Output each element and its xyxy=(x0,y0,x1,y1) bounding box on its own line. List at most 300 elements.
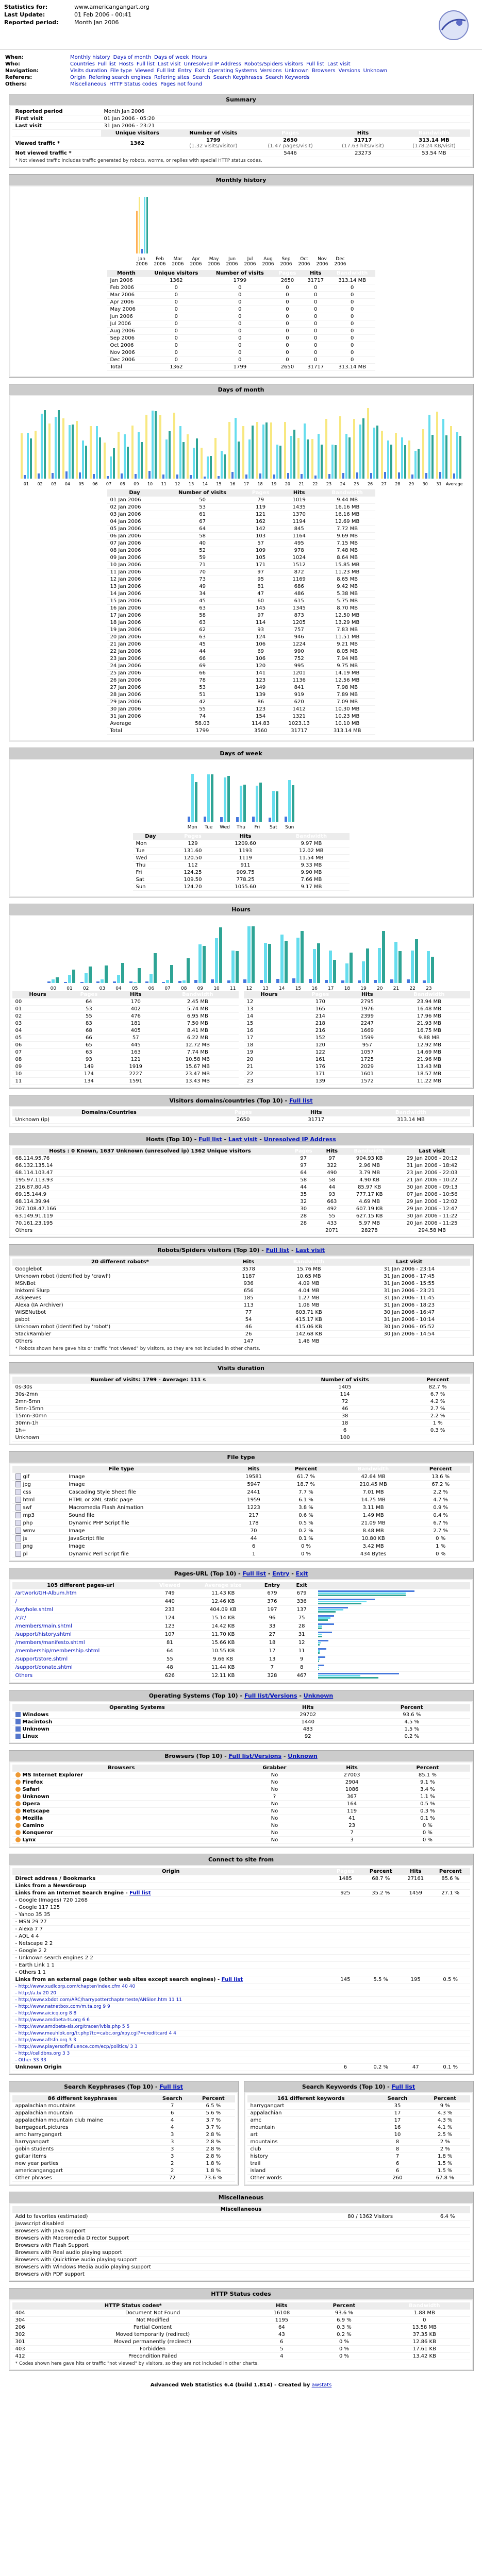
day-bar xyxy=(387,440,389,479)
table-cell: 217 xyxy=(230,1512,276,1519)
table-cell: 2 xyxy=(153,2167,192,2175)
table-cell: 7.48 MB xyxy=(320,547,375,554)
table-cell: 70.161.23.195 xyxy=(12,1220,288,1227)
weekday-bar xyxy=(285,817,287,822)
file-ext: jpg xyxy=(12,1481,66,1488)
external-url[interactable]: - Other 33 33 xyxy=(12,2057,329,2064)
hour-bar xyxy=(231,951,235,983)
table-cell: 32 xyxy=(288,1198,319,1206)
table-cell: 495 xyxy=(279,540,320,547)
page-bars xyxy=(315,1598,470,1606)
nav-link[interactable]: Days of month xyxy=(113,55,152,60)
day-bar xyxy=(353,419,355,479)
table-cell xyxy=(361,2010,401,2017)
day-row xyxy=(107,518,375,526)
external-url[interactable]: - http://www.natnetbox.com/m.ta.org 9 9 xyxy=(12,2004,329,2010)
table-cell: 34 xyxy=(162,590,242,598)
hour-row xyxy=(244,1042,470,1049)
page-bars xyxy=(315,1672,470,1680)
day-bar-group xyxy=(422,401,434,479)
day-bar xyxy=(110,456,112,479)
table-cell: 64 xyxy=(63,998,114,1006)
engine-row xyxy=(12,1933,470,1940)
nav-links xyxy=(70,61,393,67)
day-bar xyxy=(41,414,43,479)
day-bar xyxy=(127,447,129,479)
day-bar xyxy=(145,415,147,479)
table-cell: 626 xyxy=(149,1672,190,1680)
hosts-link[interactable]: Full list xyxy=(198,1136,222,1143)
nav-link[interactable]: Operating Systems xyxy=(207,68,257,74)
nav-link[interactable]: File type xyxy=(110,68,132,74)
weekday-bar xyxy=(195,782,197,822)
day-bar-group xyxy=(339,401,351,479)
month-bar-group xyxy=(244,192,257,253)
nav-link[interactable]: Versions xyxy=(338,68,360,74)
page-bar xyxy=(318,1623,334,1625)
table-cell: 28 xyxy=(289,1622,315,1631)
nav-link[interactable]: Last visit xyxy=(157,61,181,67)
table-cell: 10.80 KB xyxy=(335,1535,411,1543)
table-cell xyxy=(361,1919,401,1926)
browsers-link[interactable]: Unknown xyxy=(288,1753,318,1759)
hour-row xyxy=(12,1071,239,1078)
table-cell: 120.50 xyxy=(168,855,218,862)
page-url[interactable]: /membership/membership.shtml xyxy=(12,1647,149,1655)
external-url[interactable]: - http://www.aftsfn.org 3 3 xyxy=(12,2037,329,2044)
table-cell: 2.96 MB xyxy=(345,1162,394,1170)
column-header: Percent xyxy=(431,1868,470,1875)
table-cell: 8.05 MB xyxy=(320,648,375,655)
table-cell xyxy=(329,2017,361,2024)
browser-icon xyxy=(15,1772,21,1777)
page-url[interactable]: /keyhole.shtml xyxy=(12,1606,149,1614)
table-cell: trail xyxy=(247,2160,375,2167)
page-bar xyxy=(318,1658,320,1660)
hour-label: 18 xyxy=(344,986,351,991)
table-cell xyxy=(329,2004,361,2010)
page-url[interactable]: /support/donate.shtml xyxy=(12,1664,149,1672)
external-url[interactable]: - http://www.xbdot.com/ARC/harrypotterchapterteste/ANSIon.htm 11 11 xyxy=(12,1997,329,2004)
file-icon xyxy=(15,1473,21,1480)
nav-link[interactable]: Hosts xyxy=(119,61,134,67)
robot-row xyxy=(12,1266,470,1273)
table-cell: 1.06 MB xyxy=(269,1302,348,1309)
table-cell: 2.5 % xyxy=(420,2131,470,2139)
table-cell: 97 xyxy=(243,569,279,576)
day-row xyxy=(107,583,375,590)
table-cell: 66 xyxy=(162,670,242,677)
nav-link[interactable]: Hours xyxy=(192,55,207,60)
external-url[interactable]: - http://www.xudlcorp.com/chapter/index.cfm 40 40 xyxy=(12,1984,329,1990)
table-cell: 0 xyxy=(302,292,329,299)
table-cell xyxy=(329,1955,361,1962)
search-row xyxy=(12,2131,235,2139)
table-cell: 9.33 MB xyxy=(273,862,349,869)
day-bar xyxy=(24,475,26,479)
table-cell: 0 xyxy=(145,328,207,335)
nav-link[interactable]: Unknown xyxy=(285,68,309,74)
nav-link[interactable]: Robots/Spiders visitors xyxy=(244,61,303,67)
hour-bar xyxy=(96,981,99,983)
table-cell: 40 xyxy=(162,540,242,547)
nav-link[interactable]: Visits duration xyxy=(70,68,107,74)
table-cell xyxy=(361,2017,401,2024)
column-header: Search xyxy=(153,2095,192,2103)
day-row xyxy=(107,612,375,619)
table-cell xyxy=(329,2030,361,2037)
table-cell: 0 xyxy=(329,328,375,335)
table-cell: Sun xyxy=(133,884,169,891)
country-row xyxy=(12,1116,470,1124)
column-header: Hits xyxy=(280,1109,352,1116)
hour-bar-group xyxy=(390,921,402,983)
filetype-row xyxy=(12,1527,470,1535)
page-url[interactable]: / xyxy=(12,1598,149,1606)
table-cell: 210.45 MB xyxy=(335,1481,411,1488)
nav-link[interactable]: Days of week xyxy=(154,55,189,60)
weekday-bar-group xyxy=(268,765,279,822)
table-cell: 615 xyxy=(279,598,320,605)
search-row xyxy=(12,2103,235,2110)
nav-link[interactable]: Full list xyxy=(157,68,175,74)
nav-links xyxy=(70,54,393,61)
page-url[interactable]: /support/store.shtml xyxy=(12,1655,149,1664)
column-header: Bandwidth xyxy=(269,1259,348,1266)
table-cell: 31717 xyxy=(302,364,329,371)
day-row xyxy=(107,504,375,511)
nav-link[interactable]: Search Keywords xyxy=(265,75,310,80)
external-full-list-link[interactable]: Full list xyxy=(221,1977,243,1982)
day-row xyxy=(107,713,375,720)
table-cell: 31 Jan 2006 - 17:45 xyxy=(348,1273,470,1280)
hour-bar xyxy=(236,951,239,983)
table-cell xyxy=(361,1969,401,1976)
table-cell: 4.3 % xyxy=(420,2117,470,2124)
page-bar xyxy=(318,1603,361,1604)
nav-link[interactable]: Exit xyxy=(194,68,205,74)
day-row xyxy=(107,547,375,554)
reported-label: Reported period: xyxy=(4,19,59,26)
column-header: Unique visitors xyxy=(145,270,207,277)
day-row xyxy=(107,663,375,670)
day-bar xyxy=(96,426,98,479)
hour-bar xyxy=(182,980,186,983)
table-cell: 1.8 % xyxy=(192,2160,235,2167)
table-cell: Sat xyxy=(133,876,169,884)
day-bar xyxy=(422,429,424,479)
browser-row xyxy=(12,1786,470,1793)
column-header: Viewed xyxy=(149,1582,190,1589)
external-url[interactable]: - http://www.playersofinfluence.com/ecp/politics/ 3 3 xyxy=(12,2044,329,2050)
table-cell: 415.17 KB xyxy=(269,1316,348,1324)
column-header: Hits xyxy=(319,1765,385,1772)
table-cell: Browsers with Flash Support xyxy=(12,2242,315,2249)
month-bar xyxy=(146,197,148,253)
awstats-link[interactable]: awstats xyxy=(311,2382,332,2388)
nav-link[interactable]: Origin xyxy=(70,75,86,80)
search-row xyxy=(247,2146,470,2153)
hour-row xyxy=(244,1063,470,1071)
table-cell: 64 xyxy=(162,526,242,533)
table-cell xyxy=(315,2221,425,2228)
column-header: 161 different keywords xyxy=(247,2095,375,2103)
day-label: 30 xyxy=(422,482,428,486)
nav-link[interactable]: Full list xyxy=(136,61,155,67)
pages-link[interactable]: Full list xyxy=(242,1570,266,1577)
os-link[interactable]: Full list/Versions xyxy=(244,1692,297,1699)
table-cell: 15.85 MB xyxy=(320,562,375,569)
engines-full-list-link[interactable]: Full list xyxy=(129,1890,151,1896)
table-cell: 0 xyxy=(302,342,329,349)
column-header: Hits xyxy=(279,489,320,497)
table-cell: 1591 xyxy=(114,1078,157,1085)
table-cell: 31 Jan 2006 xyxy=(107,713,162,720)
table-cell: 9.42 MB xyxy=(320,583,375,590)
column-header: Hits xyxy=(218,833,274,840)
page-url[interactable]: /artwork/GH-Album.htm xyxy=(12,1589,149,1598)
table-cell: - AOL 4 4 xyxy=(12,1933,329,1940)
day-bar xyxy=(176,474,178,479)
column-header: Bandwidth xyxy=(329,270,375,277)
nav-link[interactable]: Versions xyxy=(260,68,282,74)
table-cell: 16.48 MB xyxy=(388,1006,470,1013)
table-cell: Inktomi Slurp xyxy=(12,1287,228,1295)
footer: Advanced Web Statistics 6.4 (build 1.814) - Created by awstats xyxy=(150,2382,332,2388)
robots-link[interactable]: Full list xyxy=(265,1247,290,1253)
pages-link[interactable]: Exit xyxy=(295,1570,308,1577)
col-unique: Unique visitors xyxy=(101,130,174,137)
table-cell: Dynamic Perl Script file xyxy=(65,1550,230,1558)
table-cell: 13 xyxy=(244,1006,295,1013)
table-cell: 171 xyxy=(294,1071,346,1078)
table-cell: 1.8 % xyxy=(192,2167,235,2175)
column-header: 105 different pages-url xyxy=(12,1582,149,1589)
hour-bar-group xyxy=(47,921,59,983)
table-cell: 14.69 MB xyxy=(388,1049,470,1056)
page-url[interactable]: /members/manifesto.shtml xyxy=(12,1639,149,1647)
search-row xyxy=(12,2160,235,2167)
nav-link[interactable]: Unknown xyxy=(363,68,388,74)
hour-label: 13 xyxy=(262,986,269,991)
external-url[interactable]: - http://a.b/ 20 20 xyxy=(12,1990,329,1997)
nav-link[interactable]: Monthly history xyxy=(70,55,110,60)
table-cell: 17 xyxy=(244,1035,295,1042)
table-cell: 18 xyxy=(284,1420,405,1427)
table-cell: 1169 xyxy=(279,576,320,583)
hour-label: 20 xyxy=(377,986,383,991)
external-url[interactable]: - http://www.aicicq.org 8 8 xyxy=(12,2010,329,2017)
hour-label: 00 xyxy=(50,986,57,991)
table-cell: 14 Jan 2006 xyxy=(107,590,162,598)
day-bar xyxy=(331,445,334,479)
column-header: Number of visits xyxy=(284,1377,405,1384)
browser-name: Opera xyxy=(12,1801,231,1808)
table-cell xyxy=(400,1990,430,1997)
table-cell xyxy=(431,1926,470,1933)
nav-link[interactable]: Search Keyphrases xyxy=(213,75,262,80)
keywords-full-list-link[interactable]: Full list xyxy=(391,2083,415,2090)
page-url[interactable]: /members/main.shtml xyxy=(12,1622,149,1631)
nav-link[interactable]: Search xyxy=(192,75,210,80)
table-cell: 679 xyxy=(289,1589,315,1598)
table-cell: 14.19 MB xyxy=(320,670,375,677)
column-header: Hits xyxy=(319,1148,345,1155)
nav-link[interactable]: Refering sites xyxy=(154,75,190,80)
external-url[interactable]: - http://www.amdbeta-sis.org/tracer/ivbls.php 5 5 xyxy=(12,2024,329,2030)
day-bar xyxy=(442,419,444,479)
table-cell: 2.7 % xyxy=(406,1405,470,1413)
day-bar xyxy=(85,446,87,479)
table-cell: 106 xyxy=(243,641,279,648)
day-bar xyxy=(428,415,430,479)
page-url[interactable]: /c/c/ xyxy=(12,1614,149,1622)
hour-row xyxy=(244,1027,470,1035)
hour-bar xyxy=(52,979,55,983)
hour-bar xyxy=(350,953,353,983)
pages-link[interactable]: Entry xyxy=(272,1570,290,1577)
table-cell: 0 xyxy=(207,292,273,299)
external-url[interactable]: - http://www.amdbeta-ts.org 6 6 xyxy=(12,2017,329,2024)
day-label: 02 xyxy=(37,482,43,486)
table-cell: 1.27 MB xyxy=(269,1295,348,1302)
page-url[interactable]: /support/history.shtml xyxy=(12,1631,149,1639)
table-cell: 00 xyxy=(12,998,63,1006)
table-cell xyxy=(288,1227,319,1234)
column-header: Origin xyxy=(12,1868,329,1875)
nav-link[interactable]: Entry xyxy=(178,68,192,74)
file-ext: png xyxy=(12,1543,66,1550)
table-cell: 68.114.39.94 xyxy=(12,1198,288,1206)
table-cell: 8 xyxy=(375,2146,420,2153)
day-bar xyxy=(304,423,306,479)
file-ext: gif xyxy=(12,1473,66,1481)
table-cell: 0 xyxy=(273,342,302,349)
hour-bar xyxy=(268,944,271,983)
table-cell: 1.5 % xyxy=(420,2160,470,2167)
day-bar xyxy=(370,473,372,479)
search-row xyxy=(12,2117,235,2124)
table-cell: 80 / 1362 Visitors xyxy=(315,2213,425,2221)
table-cell: 0 xyxy=(207,328,273,335)
table-cell: 114 xyxy=(284,1391,405,1398)
page-bar xyxy=(318,1648,326,1650)
keyphrases-full-list-link[interactable]: Full list xyxy=(159,2083,183,2090)
os-title: Operating Systems (Top 10) - Full list/Versions - Unknown xyxy=(9,1690,473,1701)
table-cell: 147 xyxy=(228,1338,269,1345)
table-cell: 12.69 MB xyxy=(320,518,375,526)
hosts-link[interactable]: Unresolved IP Address xyxy=(263,1136,336,1143)
nav-link[interactable]: Viewed xyxy=(135,68,154,74)
table-cell: 17 Jan 2006 xyxy=(107,612,162,619)
viewed-visits: 1799 (1.32 visits/visitor) xyxy=(174,137,253,150)
table-cell xyxy=(361,2004,401,2010)
browsers-link[interactable]: Full list/Versions xyxy=(228,1753,282,1759)
os-name: Windows xyxy=(12,1711,262,1719)
table-cell: 162 xyxy=(243,518,279,526)
table-cell xyxy=(431,2004,470,2010)
nav-link[interactable]: Browsers xyxy=(311,68,336,74)
table-cell: 73 xyxy=(162,576,242,583)
table-cell xyxy=(400,1947,430,1955)
origin-section xyxy=(9,1854,474,2075)
table-cell: 1194 xyxy=(279,518,320,526)
hosts-link[interactable]: Last visit xyxy=(228,1136,258,1143)
os-link[interactable]: Unknown xyxy=(303,1692,334,1699)
table-cell: Image xyxy=(65,1527,230,1535)
table-cell: 0.2 % xyxy=(309,2331,379,2338)
hour-bar xyxy=(345,963,348,983)
filetype-row xyxy=(12,1504,470,1512)
hour-bar xyxy=(285,941,288,983)
countries-full-list-link[interactable]: Full list xyxy=(289,1097,313,1104)
table-cell: 0 xyxy=(329,349,375,357)
table-cell: 42 xyxy=(162,699,242,706)
nav-link[interactable]: Miscellaneous xyxy=(70,81,107,87)
hour-row xyxy=(12,1035,239,1042)
http-row xyxy=(12,2310,470,2317)
hour-label: 23 xyxy=(426,986,432,991)
table-cell: 2 % xyxy=(420,2146,470,2153)
host-row xyxy=(12,1191,470,1198)
table-cell: 122 xyxy=(294,1049,346,1056)
nav-link[interactable]: Last visit xyxy=(327,61,351,67)
table-cell: 679 xyxy=(256,1589,289,1598)
external-url[interactable]: - http://www.meuhlok.org/tr.php?tc=cabc.org/xpy.cgi?=creditcard 4 4 xyxy=(12,2030,329,2037)
table-cell: 68.114.103.47 xyxy=(12,1170,288,1177)
table-cell: 21 xyxy=(244,1063,295,1071)
table-cell: 1055.60 xyxy=(218,884,274,891)
hour-bar xyxy=(301,931,304,983)
table-cell xyxy=(400,1997,430,2004)
hour-bar xyxy=(134,982,137,983)
hour-row xyxy=(12,1049,239,1056)
nav-link[interactable]: Pages not found xyxy=(160,81,203,87)
table-cell: 2650 xyxy=(273,364,302,371)
table-cell: 1919 xyxy=(114,1063,157,1071)
nav-link[interactable]: Refering search engines xyxy=(89,75,152,80)
table-cell: 0 % xyxy=(385,1822,470,1829)
table-cell: 0 % xyxy=(277,1543,336,1550)
external-url[interactable]: - http://celldbns.org 3 3 xyxy=(12,2050,329,2057)
table-cell: 1601 xyxy=(346,1071,388,1078)
hour-bar xyxy=(166,980,169,983)
robots-link[interactable]: Last visit xyxy=(295,1247,325,1253)
weekday-bar xyxy=(220,817,223,822)
nav-link[interactable]: Full list xyxy=(306,61,324,67)
http-row xyxy=(12,2353,470,2360)
table-cell: 97 xyxy=(288,1155,319,1162)
weekdays-chart xyxy=(185,765,298,822)
nav-link[interactable]: Full list xyxy=(97,61,116,67)
table-cell: 440 xyxy=(149,1598,190,1606)
weekday-bar-group xyxy=(220,765,230,822)
browser-row xyxy=(12,1793,470,1801)
nav-link[interactable]: Countries xyxy=(70,61,95,67)
summary-title: Summary xyxy=(9,94,473,105)
nav-link[interactable]: HTTP Status codes xyxy=(109,81,158,87)
day-bar-group xyxy=(394,401,407,479)
table-cell: 9.44 MB xyxy=(320,497,375,504)
browser-icon xyxy=(15,1801,21,1806)
column-header: Hours xyxy=(244,991,295,998)
http-row xyxy=(12,2346,470,2353)
day-bar xyxy=(152,411,154,479)
nav-link[interactable]: Unresolved IP Address xyxy=(184,61,241,67)
table-cell: Add to favorites (estimated) xyxy=(12,2213,315,2221)
file-icon xyxy=(15,1543,21,1549)
table-cell: 27161 xyxy=(400,1875,430,1883)
